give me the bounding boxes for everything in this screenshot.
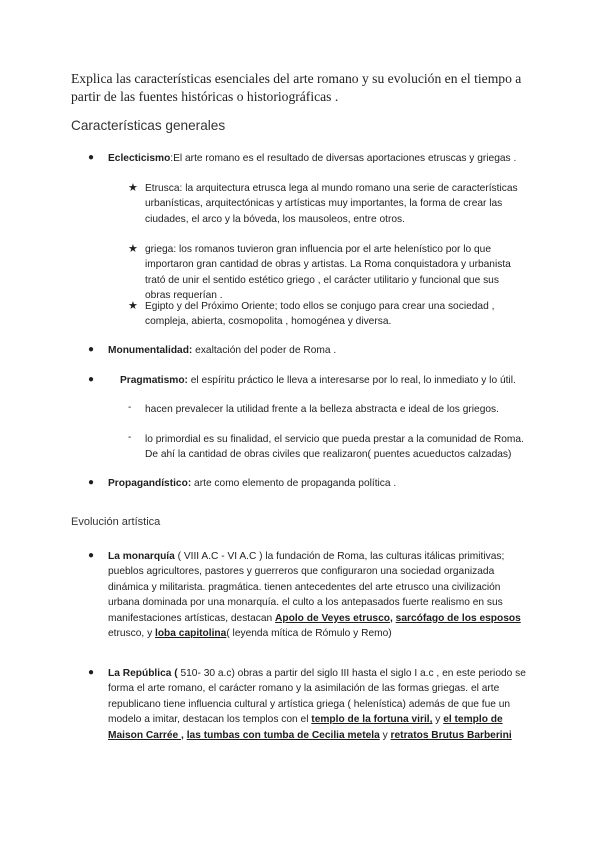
section-heading-evolucion: Evolución artística bbox=[71, 516, 161, 528]
republica-text-4: y bbox=[379, 729, 391, 741]
list-item-propagandistico bbox=[108, 476, 528, 491]
link-maison-carree[interactable]: el templo de Maison Carrée , bbox=[108, 714, 503, 741]
eclecticismo-label: Eclecticismo bbox=[108, 153, 171, 164]
propagandistico-label: Propagandístico: bbox=[108, 478, 192, 489]
sub-item-utilidad: hacen prevalecer la utilidad frente a la belleza abstracta e ideal de los griegos. bbox=[145, 404, 499, 415]
pragmatismo-text: el espíritu práctico le lleva a interesarse por lo real, lo inmediato y lo útil. bbox=[187, 375, 516, 386]
sub-item-egipto: Egipto y del Próximo Oriente; todo ellos se conjugo para crear una sociedad , compleja, abierta, cosmopolita , homogénea y diversa. bbox=[145, 301, 495, 328]
sub-item-griega: griega: los romanos tuvieron gran influencia por el arte helenístico por lo que importaron gran cantidad de obras y artistas. La Roma conquistadora y urbanista trató de unir el sentido estético griego , el carácter utilitario y funcional que sus obras requerían . bbox=[145, 244, 511, 302]
list-item-eclecticismo bbox=[108, 151, 518, 166]
list-item-republica bbox=[108, 666, 526, 743]
link-sarcofago-esposos[interactable]: sarcófago de los esposos bbox=[395, 612, 521, 624]
monarquia-text-3: etrusco, y bbox=[108, 628, 155, 640]
dash-bullet: - bbox=[128, 402, 132, 413]
eclecticismo-text: :El arte romano es el resultado de diversas aportaciones etruscas y griegas . bbox=[170, 153, 517, 164]
list-item-pragmatismo bbox=[84, 373, 528, 388]
link-tumba-cecilia-metela[interactable]: las tumbas con tumba de Cecilia metela bbox=[186, 729, 380, 741]
monarquia-text: ( VIII A.C - VI A.C ) la fundación de Roma, las culturas itálicas primitivas; pueblos agricultores, pastores y guerreros que configuraron una sociedad organizada dinámica y militarista. pragmática. tienen antecedentes del arte etrusco una civilización urbana dominada por una monarquía. el culto a los antepasados fuerte realismo en sus manifestaciones artísticas, destacan bbox=[108, 551, 505, 624]
star-bullet-icon: ★ bbox=[128, 300, 138, 312]
list-item-monumentalidad bbox=[108, 343, 528, 358]
document-title: Explica las características esenciales del arte romano y su evolución en el tiempo a partir de las fuentes históricas o historiográficas . bbox=[71, 71, 522, 104]
republica-label: La República ( bbox=[108, 668, 178, 679]
monarquia-label: La monarquía bbox=[108, 551, 175, 562]
dash-bullet: - bbox=[128, 432, 132, 443]
republica-text-2: y bbox=[432, 714, 444, 726]
section-heading-caracteristicas: Características generales bbox=[71, 118, 226, 133]
sub-item-etrusca: Etrusca: la arquitectura etrusca lega al mundo romano una serie de características urbanísticas, arquitectónicas y artísticas muy importantes, la forma de crear las ciudades, el arco y la bóveda, los mausoleos, entre otros. bbox=[145, 183, 518, 225]
bullet-dot-icon: ● bbox=[88, 374, 95, 385]
monumentalidad-label: Monumentalidad: bbox=[108, 345, 193, 356]
republica-text: 510- 30 a.c) obras a partir del siglo III hasta el siglo I a.c , en este periodo se forma el arte romano, el carácter romano y la asimilación de las formas griegas. el arte republicano tiene influencia cultural y artística griega ( helenística) además de que fue un modelo a imitar, destacan los templos con el bbox=[108, 668, 526, 726]
bullet-dot-icon: ● bbox=[88, 667, 95, 678]
monumentalidad-text: exaltación del poder de Roma . bbox=[192, 345, 337, 356]
monarquia-text-4: ( leyenda mítica de Rómulo y Remo) bbox=[226, 628, 392, 640]
bullet-dot-icon: ● bbox=[88, 152, 95, 163]
star-bullet-icon: ★ bbox=[128, 243, 138, 255]
bullet-dot-icon: ● bbox=[88, 344, 95, 355]
link-apolo-de-veyes[interactable]: Apolo de Veyes etrusco, bbox=[275, 612, 393, 624]
link-loba-capitolina[interactable]: loba capitolina bbox=[155, 628, 227, 640]
link-retratos-brutus-barberini[interactable]: retratos Brutus Barberini bbox=[390, 729, 512, 741]
list-item-monarquia bbox=[108, 549, 523, 641]
propagandistico-text: arte como elemento de propaganda política . bbox=[191, 478, 397, 489]
bullet-dot-icon: ● bbox=[88, 550, 95, 561]
sub-item-finalidad: lo primordial es su finalidad, el servicio que pueda prestar a la comunidad de Roma. De ahí la cantidad de obras civiles que realizaron( puentes acueductos calzadas) bbox=[145, 434, 524, 461]
link-templo-fortuna-viril[interactable]: templo de la fortuna viril, bbox=[311, 714, 433, 726]
pragmatismo-label: Pragmatismo: bbox=[120, 375, 188, 386]
star-bullet-icon: ★ bbox=[128, 182, 138, 194]
bullet-dot-icon: ● bbox=[88, 477, 95, 488]
